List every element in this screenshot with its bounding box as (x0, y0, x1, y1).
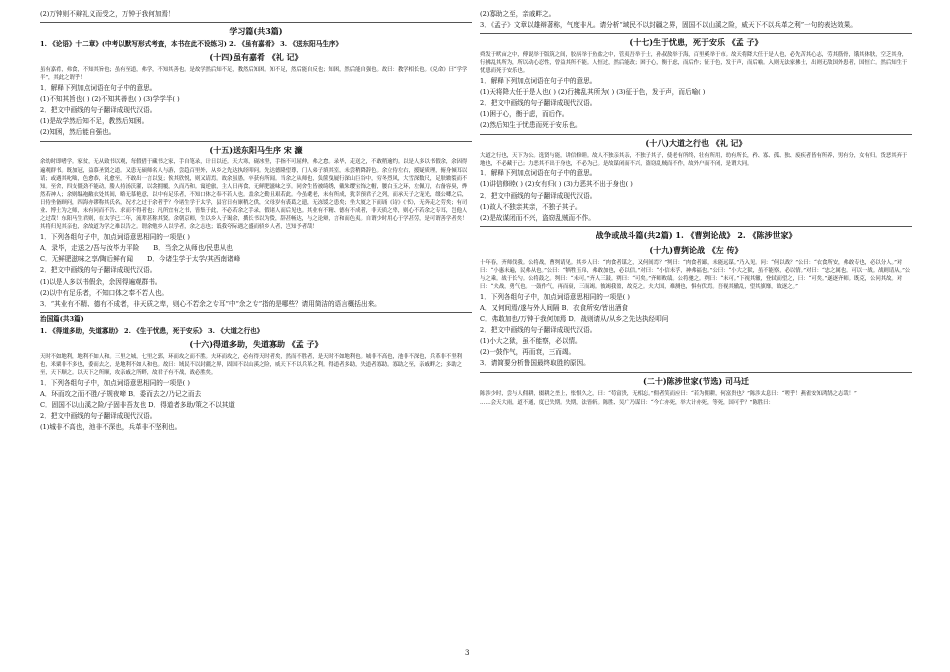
chapter-16-text: 天时不如地利，地利不如人和。三里之城，七里之郭，环而攻之而不胜。夫环而攻之，必有得天时者矣，然而不胜者，是天时不如地利也。城非不高也，池非不深也，兵革非不坚利也，米粟非不多也，委而去之，是地利不如人和也。故曰：域民不以封疆之界，固国不以山溪之险，威天下不以兵革之利。得道者多助，失道者寡助。寡助之至，亲戚畔之；多助之至，天下顺之。以天下之所顺，攻亲戚之所畔，故君子有不战，战必胜矣。 (40, 353, 462, 376)
question-15-3: 3．“其业有不精、德有不成者，非天质之卑，则心不若余之专耳”中“余之专”指的是哪些？请用简洁的语言概括出来。 (40, 299, 381, 308)
chapter-20-text: 陈涉少时，尝与人佣耕，辍耕之垄上，怅恨久之，曰：“苟富贵，无相忘。”佣者笑而应曰：“若为佣耕，何富贵也？”陈涉太息曰：“嗟乎！燕雀安知鸿鹄之志哉！” (480, 390, 857, 397)
question-14-2: 2．把文中画线的句子翻译成现代汉语。 (40, 105, 157, 114)
question-15-2a: (1)以是人多以书假余，余因得遍观群书。 (40, 277, 162, 286)
question-16-2: 2．把文中画线的句子翻译成现代汉语。 (40, 411, 157, 420)
chapter-17-title: (十七)生于忧患，死于安乐 《孟 子》 (629, 37, 763, 48)
question-19-3: 3．请简要分析鲁国最终取胜的原因。 (480, 359, 590, 368)
divider (480, 134, 912, 135)
question-16-3: 3．《孟子》文章以雄辩著称，气度非凡。请分析“域民不以封疆之界，固国不以山溪之险，威天下不以兵革之利”一句的表达效果。 (480, 20, 857, 29)
chapter-18-title: (十八)大道之行也 《礼 记》 (645, 137, 747, 148)
page-number: 3 (465, 649, 470, 657)
question-17-2: 2．把文中画线的句子翻译成现代汉语。 (480, 99, 597, 108)
chapter-19-text: 十年春，齐师伐我。公将战，曹刿请见。其乡人曰：“肉食者谋之，又何间焉？”刿曰：“肉食者鄙，未能远谋。”乃入见。问：“何以战？”公曰：“衣食所安，弗敢专也，必以分人。”对曰：“小惠未遍，民弗从也。”公曰：“牺牲玉帛，弗敢加也，必以信。”对曰：“小信未孚，神弗福也。”公曰：“小大之狱，虽不能察，必以情。”对曰：“忠之属也。可以一战。战则请从。”公与之乘。战于长勺。公将鼓之。刿曰：“未可。”齐人三鼓。刿曰：“可矣。”齐师败绩。公将驰之。刿曰：“未可。”下视其辙，登轼而望之，曰：“可矣。”遂逐齐师。既克，公问其故。对曰：“夫战，勇气也。一鼓作气，再而衰，三而竭。彼竭我盈，故克之。夫大国，难测也，惧有伏焉。吾视其辙乱，望其旗靡，故逐之。” (480, 259, 911, 290)
question-15-2: 2．把文中画线的句子翻译成现代汉语。 (40, 266, 157, 275)
question-19-2b: (2)一鼓作气，再而衰，三而竭。 (480, 348, 576, 357)
question-17-2b: (2)然后知生于忧患而死于安乐也。 (480, 121, 582, 130)
question-19-1-options-cd: C．弗敢加也/万钟于我何加焉 D．战则请从/从乡之先达执经叩问 (480, 314, 669, 323)
question-18-2: 2．把文中画线的句子翻译成现代汉语。 (480, 191, 597, 200)
question-14-2a: (1)是故学然后知不足，教然后知困。 (40, 117, 149, 126)
section-list-study: 1. 《论语》十二章》(中考以默写形式考查，本书在此不设练习) 2. 《虽有嘉肴》 3. 《送东阳马生序》 (40, 39, 343, 48)
question-15-1-options-row1 (40, 244, 472, 254)
chapter-14-title: (十四)虽有嘉肴 《礼 记》 (209, 52, 303, 63)
question-18-1: 1．解释下列加点词语在句子中的意思。 (480, 169, 597, 178)
section-title-governance: 治国篇(共3篇) (40, 315, 84, 324)
chapter-16-title: (十六)得道多助，失道寡助 《孟 子》 (189, 339, 323, 350)
option-b: B．当余之从师也/民患从也 (153, 244, 233, 253)
chapter-15-text: 余幼时即嗜学。家贫，无从致书以观，每假借于藏书之家，手自笔录，计日以还。天大寒，砚冰坚，手指不可屈伸，弗之怠。录毕，走送之，不敢稍逾约。以是人多以书假余，余因得遍观群书。既加冠，益慕圣贤之道。又患无硕师名人与游，尝趋百里外，从乡之先达执经叩问。先达德隆望尊，门人弟子填其室，未尝稍降辞色。余立侍左右，援疑质理，俯身倾耳以请；或遇其叱咄，色愈恭，礼愈至，不敢出一言以复；俟其欣悦，则又请焉。故余虽愚，卒获有所闻。当余之从师也，负箧曳屣行深山巨谷中，穷冬烈风，大雪深数尺，足肤皲裂而不知。至舍，四支僵劲不能动，媵人持汤沃灌，以衾拥覆，久而乃和。寓逆旅，主人日再食，无鲜肥滋味之享。同舍生皆被绮绣，戴朱缨宝饰之帽，腰白玉之环，左佩刀，右备容臭，烨然若神人；余则缊袍敝衣处其间，略无慕艳意，以中有足乐者，不知口体之奉不若人也。盖余之勤且艰若此。今虽耄老，未有所成，犹幸预君子之列，而承天子之宠光，缀公卿之后，日侍坐备顾问，四海亦谬称其氏名，况才之过于余者乎？今诸生学于太学，县官日有廪稍之供，父母岁有裘葛之遗，无冻馁之患矣；坐大厦之下而诵《诗》《书》，无奔走之劳矣；有司业、博士为之师，未有问而不告、求而不得者也；凡所宜有之书，皆集于此，不必若余之手录，假诸人而后见也。其业有不精、德有不成者，非天质之卑，则心不若余之专耳，岂他人之过哉！东阳马生君则，在太学已二年，流辈甚称其贤。余朝京师，生以乡人子谒余，撰长书以为贽，辞甚畅达，与之论辩，言和而色夷。自谓少时用心于学甚劳，是可谓善学者矣！其将归见其亲也，余故道为学之难以告之。谓余勉乡人以学者，余之志也；诋我夸际遇之盛而骄乡人者，岂知予者哉！ (40, 159, 468, 231)
chapter-18-text: 大道之行也，天下为公。选贤与能，讲信修睦。故人不独亲其亲，不独子其子，使老有所终，壮有所用，幼有所长，矜、寡、孤、独、废疾者皆有所养，男有分，女有归。货恶其弃于地也，不必藏于己；力恶其不出于身也，不必为己。是故谋闭而不兴，盗窃乱贼而不作，故外户而不闭，是谓大同。 (480, 152, 908, 167)
divider (40, 141, 472, 142)
question-16-2a: (1)城非不高也，池非不深也，兵革非不坚利也。 (40, 423, 182, 432)
divider (480, 33, 912, 34)
chapter-20-title: (二十)陈涉世家(节选) 司马迁 (643, 376, 749, 387)
question-15-2b: (2)以中有足乐者，不知口体之奉不若人也。 (40, 288, 169, 297)
carryover-line: (2)万钟则不辩礼义而受之，万钟于我何加焉！ (40, 9, 175, 18)
question-17-1: 1．解释下列加点词语在句子中的意思。 (480, 76, 597, 85)
question-17-1-items: (1)天将降大任于是人也( ) (2)行拂乱其所为( ) (3)征于色，发于声，而后喻( ) (480, 87, 706, 96)
section-list-governance: 1. 《得道多助，失道寡助》 2. 《生于忧患，死于安乐》 3. 《大道之行也》 (40, 326, 264, 335)
chapter-15-title: (十五)送东阳马生序 宋 濂 (209, 144, 303, 155)
divider (480, 372, 912, 373)
chapter-14-text: 虽有嘉肴，弗食，不知其旨也；虽有至道，弗学，不知其善也。是故学然后知不足，教然后知困。知不足，然后能自反也；知困，然后能自强也。故曰：教学相长也。《兑命》曰“学学半”，其此之谓乎！ (40, 66, 468, 81)
chapter-17-text: 舜发于畎亩之中，傅说举于版筑之间，胶鬲举于鱼盐之中，管夷吾举于士，孙叔敖举于海，百里奚举于市。故天将降大任于是人也，必先苦其心志，劳其筋骨，饿其体肤，空乏其身，行拂乱其所为，所以动心忍性，曾益其所不能。人恒过，然后能改；困于心，衡于虑，而后作；征于色，发于声，而后喻。入则无法家拂士，出则无敌国外患者，国恒亡。然后知生于忧患而死于安乐也。 (480, 51, 908, 75)
question-14-1-items: (1)不知其旨也( ) (2)不知其善也( ) (3)学学半( ) (40, 94, 180, 103)
question-14-1: 1．解释下列加点词语在句子中的意思。 (40, 83, 157, 92)
section-title-war: 战争或战斗篇(共2篇) 1. 《曹刿论战》 2. 《陈涉世家》 (595, 230, 797, 241)
option-a: A．录毕，走送之/吾与汝毕力平险 (40, 244, 140, 253)
question-14-2b: (2)知困，然后能自强也。 (40, 128, 116, 137)
left-column (40, 8, 472, 434)
option-d: D．今诸生学于太学/其西南诸峰 (147, 255, 241, 264)
divider (40, 22, 472, 23)
question-15-1-options-row2 (40, 255, 472, 265)
option-c: C．无鲜肥滋味之享/陶后鲜有闻 (40, 255, 133, 264)
question-19-1: 1．下列各组句子中，加点词语意思相同的一项是( ) (480, 292, 630, 301)
question-19-1-options-ab: A．又何间焉/遂与外人间隔 B．衣食所安/皆出酒食 (480, 303, 629, 312)
question-15-1: 1．下列各组句子中，加点词语意思相同的一项是( ) (40, 232, 190, 241)
divider (480, 226, 912, 227)
question-18-2a: (1)故人不独亲其亲，不独子其子。 (480, 202, 582, 211)
question-16-1-options-ab: A．环而攻之而不胜/子规夜啼 B．委而去之/乃记之而去 (40, 389, 202, 398)
question-16-1: 1．下列各组句子中，加点词语意思相同的一项是( ) (40, 378, 190, 387)
question-17-2a: (1)困于心，衡于虑，而后作。 (480, 110, 569, 119)
right-column (480, 8, 912, 409)
question-19-2: 2．把文中画线的句子翻译成现代汉语。 (480, 326, 597, 335)
carryover-line: (2)寡助之至，亲戚畔之。 (480, 9, 556, 18)
chapter-19-title: (十九)曹刿论战 《左 传》 (649, 245, 743, 256)
section-title-study: 学习篇(共3篇) (229, 26, 283, 37)
chapter-20-text-2: ……会天大雨，道不通，度已失期。失期，法皆斩。陈胜、吴广乃谋曰：“今亡亦死，举大计亦死，等死，国可乎？”陈胜曰： (480, 400, 774, 407)
question-19-2a: (1)小大之狱，虽不能察，必以情。 (480, 337, 582, 346)
question-16-1-options-cd: C．固国不以山溪之险/子固非吾友也 D．得道者多助/策之不以其道 (40, 400, 235, 409)
divider (40, 312, 472, 313)
question-18-2b: (2)是故谋闭而不兴，盗窃乱贼而不作。 (480, 213, 595, 222)
question-18-1-items: (1)讲信修睦( ) (2)女有归( ) (3)力恶其不出于身也( ) (480, 180, 633, 189)
